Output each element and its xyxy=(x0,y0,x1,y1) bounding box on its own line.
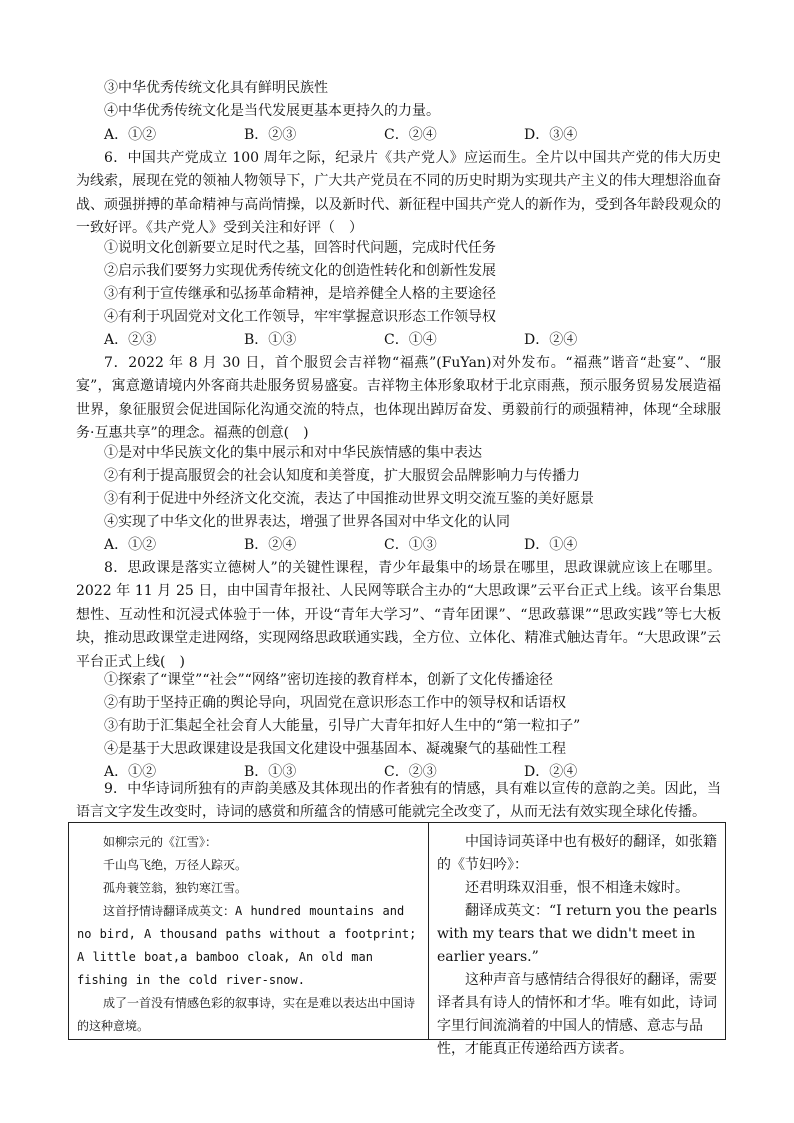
option-b: B．②④ xyxy=(244,537,297,553)
option-d: D．①④ xyxy=(524,537,578,553)
q7-item-2: ②有利于提高服贸会的社会认知度和美誉度，扩大服贸会品牌影响力与传播力 xyxy=(104,468,580,484)
right-intro: 中国诗词英译中也有极好的翻译，如张籍的《节妇吟》： xyxy=(437,834,717,873)
q8-item-2: ②有助于坚持正确的舆论导向，巩固党在意识形态工作中的领导权和话语权 xyxy=(104,695,566,711)
q6-item-3: ③有利于宣传继承和弘扬革命精神，是培养健全人格的主要途径 xyxy=(104,286,496,302)
option-d: D．②④ xyxy=(524,332,578,348)
left-intro: 如柳宗元的《江雪》： xyxy=(103,835,218,849)
q6-stem: 6．中国共产党成立 100 周年之际，纪录片《共产党人》应运而生。全片以中国共产党的伟大历史为线索，展现在党的领袖人物领导下，广大共产党员在不同的历史时期为实现共产主义的伟大理想浴血奋战、顽强拼搏的革命精神与高尚情操，以及新时代、新征程中国共产党人的新作为，受到各年龄段观众的一致好评。《共产党人》受到关注和好评（ ） xyxy=(76,150,721,237)
q7-stem: 7．2022 年 8 月 30 日，首个服贸会吉祥物“福燕”(FuYan)对外发布。“福燕”谐音“赴宴”、“服宴”，寓意邀请境内外客商共赴服务贸易盛宴。吉祥物主体形象取材于北京雨燕，预示服务贸易发展造福世界，象征服贸会促进国际化沟通交流的特点，也体现出踔厉奋发、勇毅前行的顽强精神，体现“全球服务·互惠共享”的理念。福燕的创意( ) xyxy=(76,355,721,442)
q6-item-4: ④有利于巩固党对文化工作领导，牢牢掌握意识形态工作领导权 xyxy=(104,309,496,325)
q9-stem: 9．中华诗词所独有的声韵美感及其体现出的作者独有的情感，具有难以宣传的意韵之美。因此，当语言文字发生改变时，诗词的感赏和所蕴含的情感可能就完全改变了，从而无法有效实现全球化传播。 xyxy=(76,781,721,821)
option-a: A．①② xyxy=(104,537,157,553)
left-poem-line-2: 孤舟蓑笠翁，独钓寒江雪。 xyxy=(103,881,248,895)
q7-item-1: ①是对中华民族文化的集中展示和对中华民族情感的集中表达 xyxy=(104,445,482,461)
option-c: C．②④ xyxy=(384,127,437,143)
q5-options xyxy=(104,125,664,145)
option-c: C．①④ xyxy=(384,332,437,348)
option-c: C．①③ xyxy=(384,537,437,553)
comparison-table xyxy=(68,822,726,1057)
q6-item-2: ②启示我们要努力实现优秀传统文化的创造性转化和创新性发展 xyxy=(104,263,496,279)
table-divider xyxy=(428,823,429,1039)
option-a: A．②③ xyxy=(104,332,157,348)
right-translation: 翻译成英文：“I return you the pearls with my tears that we didn't meet in earlier years.” xyxy=(437,903,718,965)
table-right-cell xyxy=(437,831,719,1061)
right-comment: 这种声音与感情结合得很好的翻译，需要译者具有诗人的情怀和才华。唯有如此，诗词字里行间流淌着的中国人的情感、意志与品性，才能真正传递给西方读者。 xyxy=(437,972,717,1057)
q7-item-3: ③有利于促进中外经济文化交流，表达了中国推动世界文明交流互鉴的美好愿景 xyxy=(104,491,594,507)
right-poem: 还君明珠双泪垂，恨不相逢未嫁时。 xyxy=(465,880,689,896)
option-b: B．①③ xyxy=(244,764,297,780)
q5-item-4: ④中华优秀传统文化是当代发展更基本更持久的力量。 xyxy=(104,103,440,119)
option-c: C．②③ xyxy=(384,764,437,780)
q6-item-1: ①说明文化创新要立足时代之基，回答时代问题，完成时代任务 xyxy=(104,240,496,256)
left-comment: 成了一首没有情感色彩的叙事诗，实在是难以表达出中国诗的这种意境。 xyxy=(77,996,416,1033)
q7-item-4: ④实现了中华文化的世界表达，增强了世界各国对中华文化的认同 xyxy=(104,514,510,530)
option-b: B．②③ xyxy=(244,127,297,143)
q5-item-3: ③中华优秀传统文化具有鲜明民族性 xyxy=(104,80,328,96)
q8-item-1: ①探索了“课堂”“社会”“网络”密切连接的教育样本，创新了文化传播途径 xyxy=(104,672,553,688)
left-poem-line-1: 千山鸟飞绝，万径人踪灭。 xyxy=(103,858,248,872)
q8-item-4: ④是基于大思政课建设是我国文化建设中强基固本、凝魂聚气的基础性工程 xyxy=(104,741,566,757)
q8-item-3: ③有助于汇集起全社会育人大能量，引导广大青年扣好人生中的“第一粒扣子” xyxy=(104,718,581,734)
left-translation: 这首抒情诗翻译成英文：A hundred mountains and no bird, A thousand paths without a footprint; A little boat,a bamboo cloak, An old man fishing in the cold river-snow. xyxy=(77,904,417,987)
option-a: A．①② xyxy=(104,127,157,143)
table-left-cell xyxy=(77,831,422,1038)
option-a: A．①② xyxy=(104,764,157,780)
q6-options xyxy=(104,330,664,350)
q8-stem: 8．思政课是落实立德树人”的关键性课程，青少年最集中的场景在哪里，思政课就应该上在哪里。2022 年 11 月 25 日，由中国青年报社、人民网等联合主办的“大思政课”云平台正式上线。该平台集思想性、互动性和沉浸式体验于一体，开设“青年大学习”、“青年团课”、“思政慕课”“思政实践”等七大板块，推动思政课堂走进网络，实现网络思政联通实践，全方位、立体化、精准式触达青年。“大思政课”云平台正式上线( ) xyxy=(76,560,721,670)
option-d: D．②④ xyxy=(524,764,578,780)
option-b: B．①③ xyxy=(244,332,297,348)
option-d: D．③④ xyxy=(524,127,578,143)
q7-options xyxy=(104,535,664,555)
